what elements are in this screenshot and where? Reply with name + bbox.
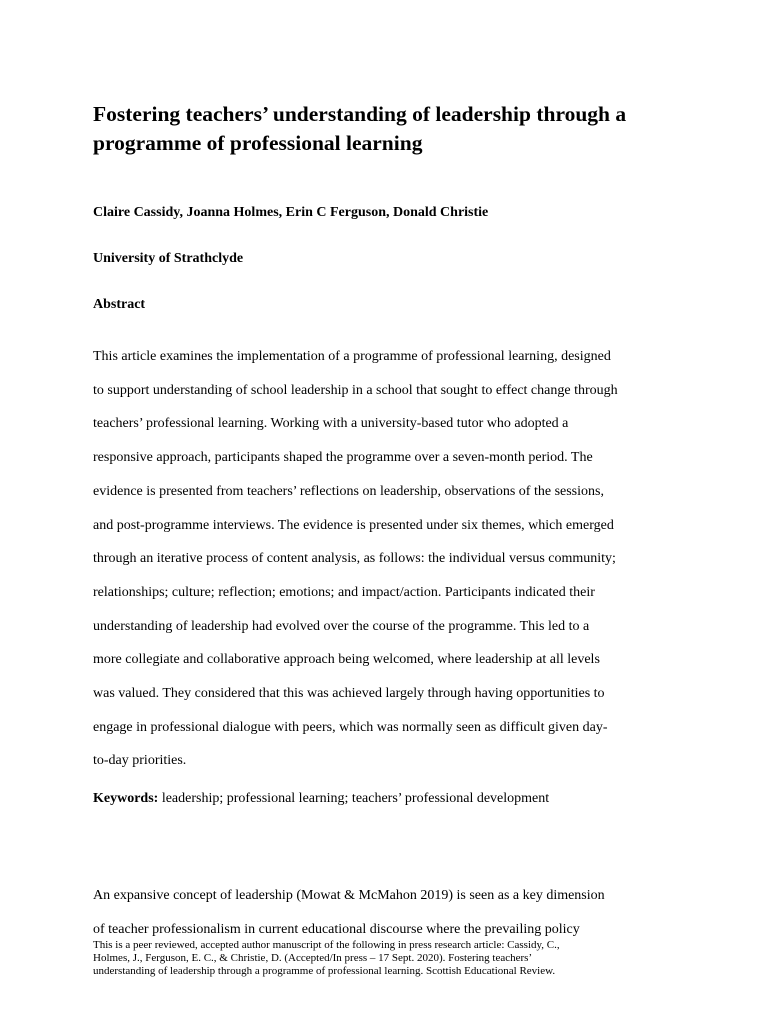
abstract-line: responsive approach, participants shaped the programme over a seven-month period. The	[93, 450, 593, 466]
abstract-line: to support understanding of school leadership in a school that sought to effect change through	[93, 382, 618, 398]
abstract-line: to-day priorities.	[93, 753, 187, 769]
body-line: An expansive concept of leadership (Mowat & McMahon 2019) is seen as a key dimension	[93, 888, 605, 903]
abstract-line: evidence is presented from teachers’ reflections on leadership, observations of the sessions,	[93, 483, 604, 499]
title-line: programme of professional learning	[93, 131, 423, 155]
abstract-line: understanding of leadership had evolved over the course of the programme. This led to a	[93, 618, 590, 634]
footnote-line: This is a peer reviewed, accepted author manuscript of the following in press research article: Cassidy, C.,	[93, 939, 560, 951]
abstract-line: through an iterative process of content analysis, as follows: the individual versus community;	[93, 551, 616, 567]
abstract-line: relationships; culture; reflection; emotions; and impact/action. Participants indicated their	[93, 584, 595, 600]
keywords-text: leadership; professional learning; teachers’ professional development	[158, 791, 550, 806]
abstract-heading: Abstract	[93, 297, 146, 312]
abstract-line: and post-programme interviews. The evidence is presented under six themes, which emerged	[93, 517, 614, 533]
abstract-body	[93, 340, 678, 778]
author-list: Claire Cassidy, Joanna Holmes, Erin C Ferguson, Donald Christie	[93, 205, 489, 220]
body-line: of teacher professionalism in current educational discourse where the prevailing policy	[93, 922, 580, 937]
abstract-line: teachers’ professional learning. Working with a university-based tutor who adopted a	[93, 416, 569, 432]
keywords	[93, 791, 549, 807]
keywords-label: Keywords:	[93, 791, 159, 806]
footnote-line: Holmes, J., Ferguson, E. C., & Christie, D. (Accepted/In press – 17 Sept. 2020). Fostering teachers’	[93, 952, 533, 964]
abstract-line: was valued. They considered that this was achieved largely through having opportunities to	[93, 686, 605, 702]
abstract-line: more collegiate and collaborative approach being welcomed, where leadership at all levels	[93, 652, 600, 668]
footnote-line: understanding of leadership through a programme of professional learning. Scottish Educational Review.	[93, 965, 556, 977]
affiliation: University of Strathclyde	[93, 251, 244, 266]
citation-footnote	[93, 939, 560, 978]
title-line: Fostering teachers’ understanding of leadership through a	[93, 102, 627, 126]
abstract-line: engage in professional dialogue with peers, which was normally seen as difficult given day-	[93, 719, 608, 735]
abstract-line: This article examines the implementation of a programme of professional learning, designed	[93, 349, 611, 364]
body-text	[93, 879, 605, 947]
paper-title	[93, 100, 693, 158]
